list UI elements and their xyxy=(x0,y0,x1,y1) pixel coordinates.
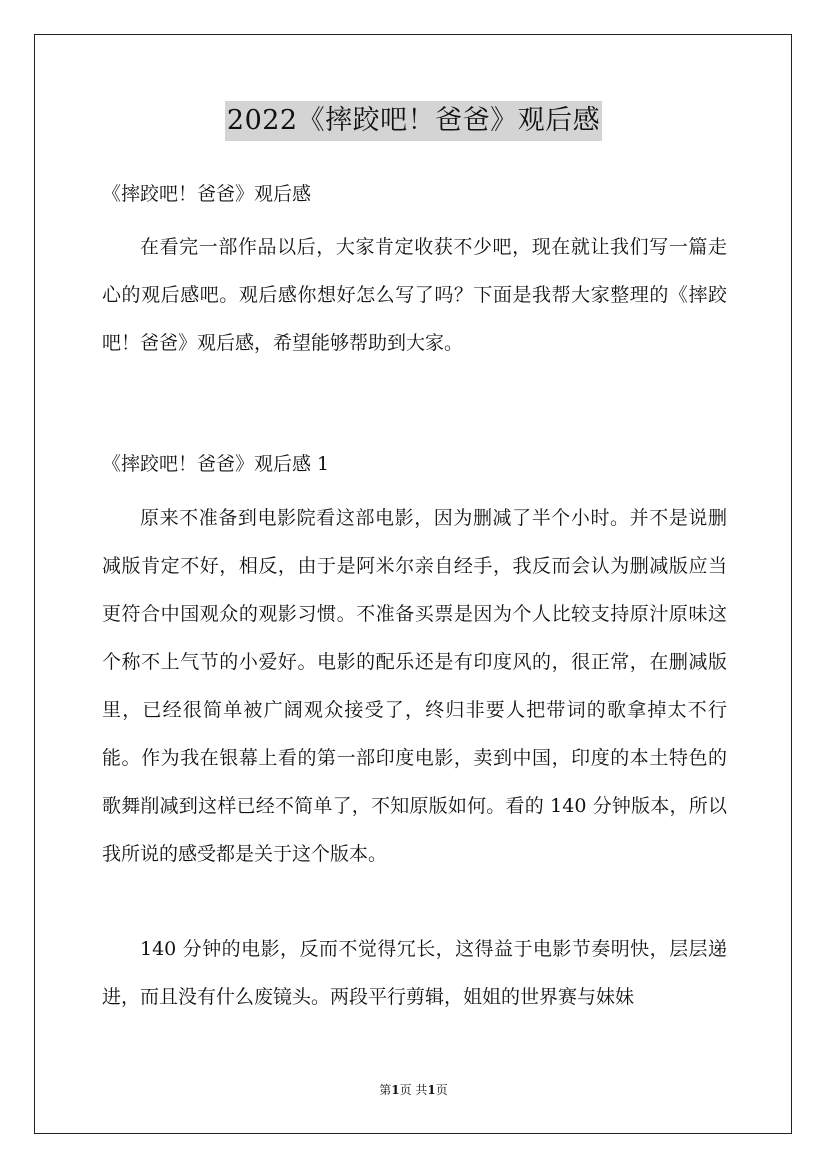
page-total: 1 xyxy=(427,1083,436,1097)
page-mid: 页 共 xyxy=(399,1083,428,1097)
body-paragraph-2: 140 分钟的电影，反而不觉得冗长，这得益于电影节奏明快，层层递进，而且没有什么废镜头。两段平行剪辑，姐姐的世界赛与妹妹 xyxy=(102,938,727,1008)
document-subtitle: 《摔跤吧！爸爸》观后感 xyxy=(102,183,312,205)
section-heading-1: 《摔跤吧！爸爸》观后感 1 xyxy=(102,453,330,475)
title-container xyxy=(0,101,827,141)
body-paragraph-1: 原来不准备到电影院看这部电影，因为删减了半个小时。并不是说删减版肯定不好，相反，由于是阿米尔亲自经手，我反而会认为删减版应当更符合中国观众的观影习惯。不准备买票是因为个人比较支持原汁原味这个称不上气节的小爱好。电影的配乐还是有印度风的，很正常，在删减版里，已经很简单被广阔观众接受了，终归非要人把带词的歌拿掉太不行能。作为我在银幕上看的第一部印度电影，卖到中国，印度的本土特色的歌舞削减到这样已经不简单了，不知原版如何。看的 140 分钟版本，所以我所说的感受都是关于这个版本。 xyxy=(102,507,727,865)
page-current: 1 xyxy=(391,1083,400,1097)
intro-paragraph: 在看完一部作品以后，大家肯定收获不少吧，现在就让我们写一篇走心的观后感吧。观后感你想好怎么写了吗？下面是我帮大家整理的《摔跤吧！爸爸》观后感，希望能够帮助到大家。 xyxy=(102,236,727,354)
page-footer xyxy=(0,1082,827,1098)
page-suffix: 页 xyxy=(435,1083,448,1097)
page-prefix: 第 xyxy=(379,1083,392,1097)
document-title: 2022《摔跤吧！爸爸》观后感 xyxy=(225,101,602,141)
